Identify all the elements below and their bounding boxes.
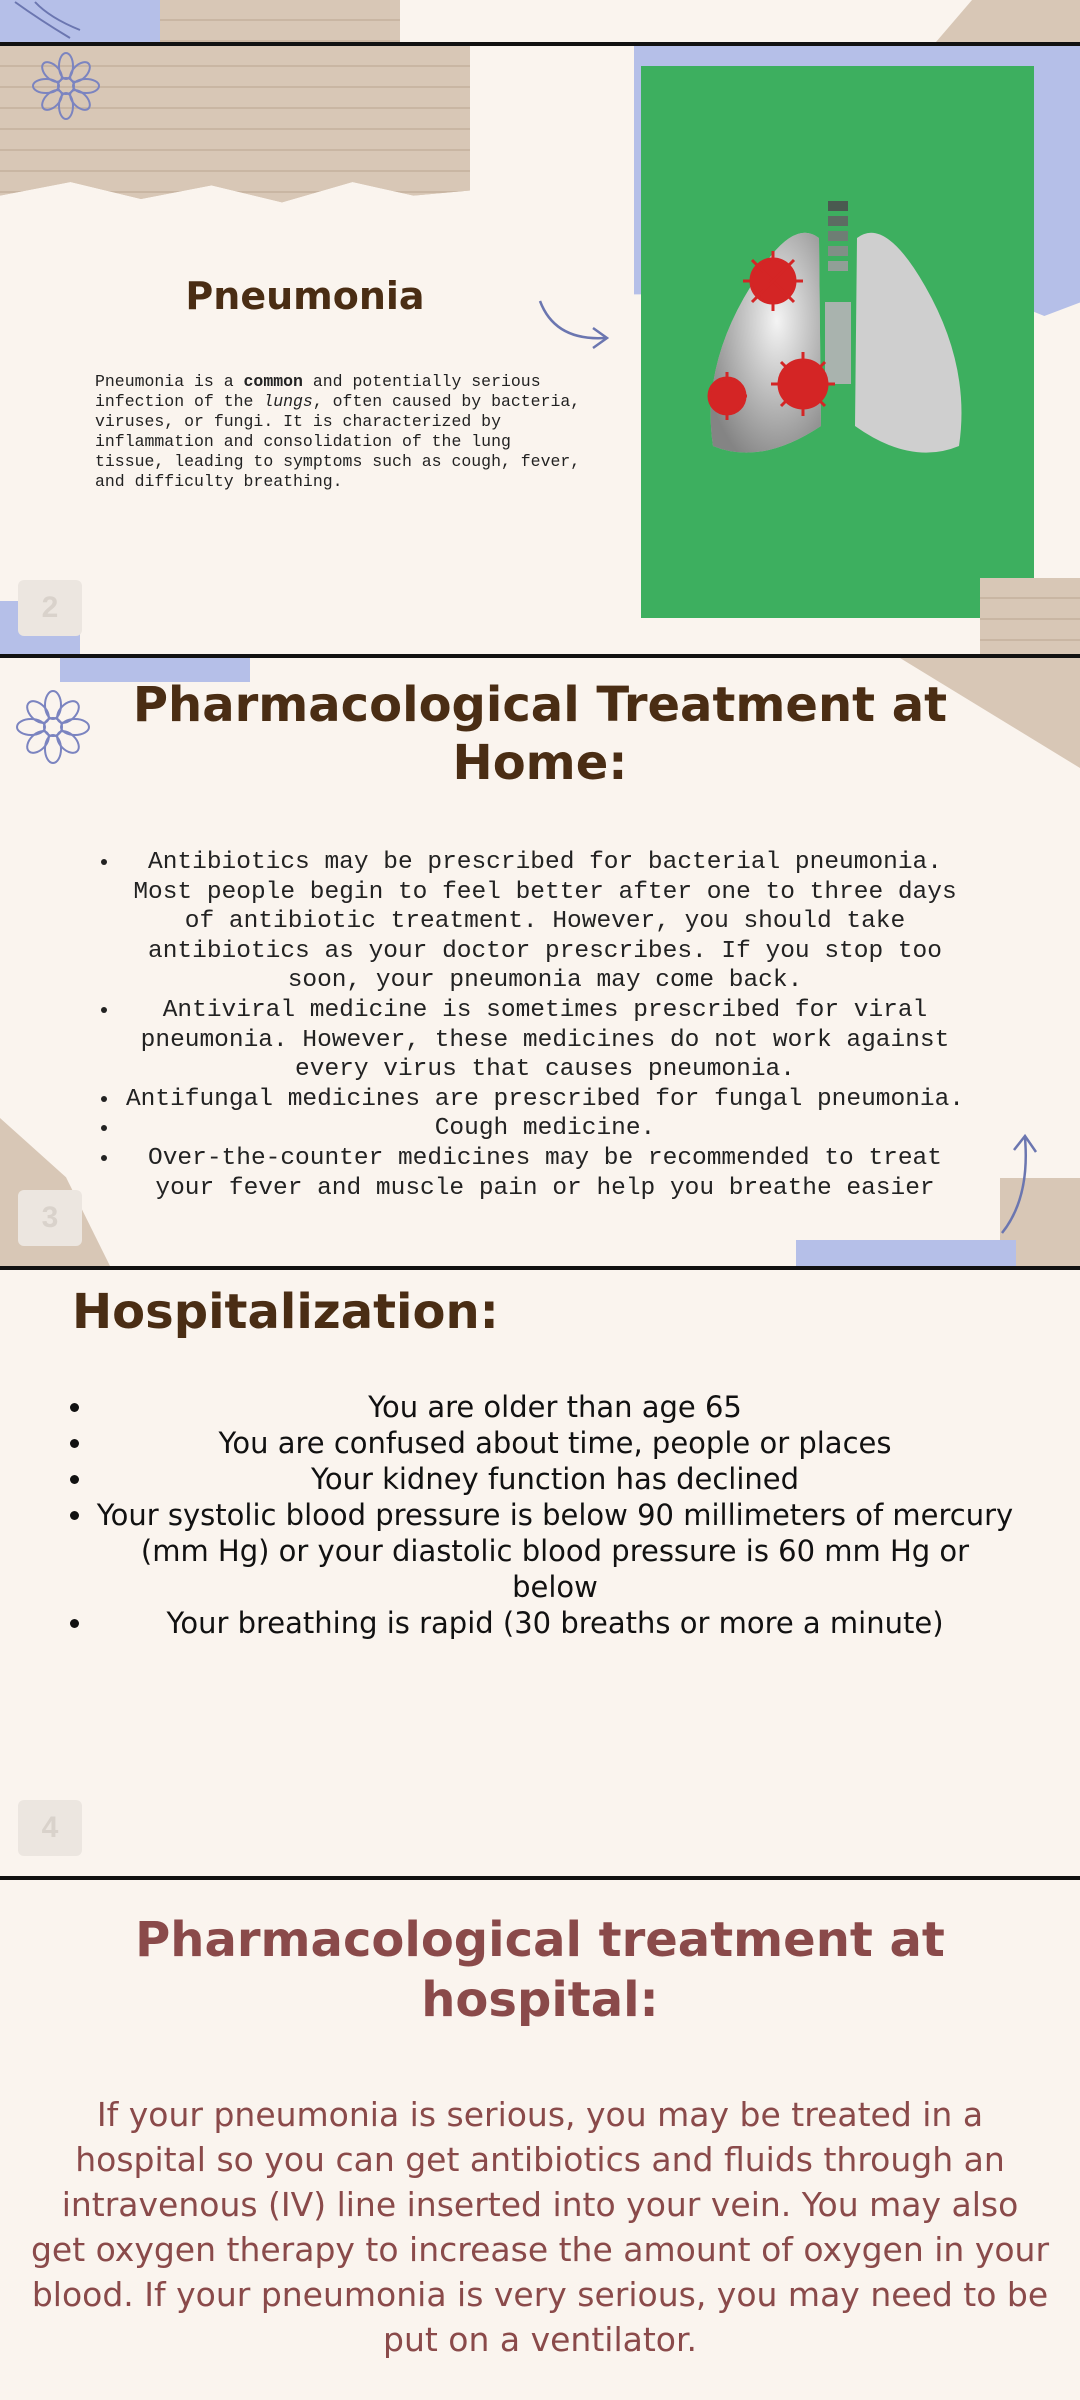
list-item: • Your kidney function has declined: [95, 1461, 1015, 1497]
flower-doodle-icon: [24, 46, 108, 126]
slide-pneumonia: [0, 46, 1080, 654]
leaf-doodle-icon: [10, 0, 100, 40]
torn-paper-decor: [980, 578, 1080, 654]
slide-hospitalization: [0, 1270, 1080, 1876]
hospital-treatment-text: If your pneumonia is serious, you may be treated in a hospital so you can get antibiotics and fluids through an intravenous (IV) line inserted into your vein. You may also get oxygen therapy to increase the amount of oxygen in your blood. If your pneumonia is very serious, you may need to be put on a ventilator.: [30, 2095, 1050, 2359]
slide-title: Hospitalization:: [72, 1284, 499, 1340]
slide-title: [60, 1910, 1020, 2030]
torn-paper-decor: [160, 0, 400, 42]
list-item: • You are confused about time, people or places: [95, 1425, 1015, 1461]
list-item: • Over-the-counter medicines may be recommended to treat your fever and muscle pain or help you breathe easier: [120, 1144, 970, 1203]
hospitalization-list: [95, 1389, 1015, 1641]
treatment-list: [120, 848, 970, 1203]
slide-title: [100, 676, 980, 792]
title-line: Pharmacological treatment at: [135, 1912, 945, 1968]
list-item: • Antibiotics may be prescribed for bacterial pneumonia. Most people begin to feel better after one to three days of antibiotic treatment. However, you should take antibiotics as your doctor prescribes. If you stop too soon, your pneumonia may come back.: [120, 848, 970, 996]
description-text: Pneumonia is a: [95, 372, 244, 391]
title-line: Pharmacological Treatment at: [132, 677, 948, 733]
lungs-illustration: [641, 66, 1034, 618]
list-item: • Your systolic blood pressure is below 90 millimeters of mercury (mm Hg) or your diastolic blood pressure is 60 mm Hg or below: [95, 1497, 1015, 1605]
slide-title: Pneumonia: [185, 274, 425, 318]
lungs-virus-icon: [641, 66, 1034, 618]
curved-arrow-icon: [535, 296, 615, 366]
list-item: • Your breathing is rapid (30 breaths or more a minute): [95, 1605, 1015, 1641]
slide-treatment-home: [0, 658, 1080, 1266]
description-text: , often caused by bacteria, viruses, or fungi. It is characterized by inflammation and consolidation of the lung tissue, leading to symptoms such as cough, fever, and difficulty breathing.: [95, 392, 581, 491]
list-item: • Antiviral medicine is sometimes prescribed for viral pneumonia. However, these medicines do not work against every virus that causes pneumonia.: [120, 996, 970, 1085]
curved-arrow-icon: [990, 1128, 1050, 1238]
title-line: hospital:: [421, 1972, 659, 2028]
list-item: • Cough medicine.: [120, 1114, 970, 1144]
list-item: • You are older than age 65: [95, 1389, 1015, 1425]
description-italic: lungs: [263, 392, 313, 411]
page-number: 4: [18, 1800, 82, 1856]
slide-treatment-hospital: [0, 1880, 1080, 2400]
flower-doodle-icon: [8, 682, 98, 772]
page-number: 2: [18, 580, 82, 636]
description-bold: common: [243, 372, 303, 391]
list-item: • Antifungal medicines are prescribed for fungal pneumonia.: [120, 1085, 970, 1115]
slide-1-tail: [0, 0, 1080, 42]
description-text: and potentially serious infection of the: [95, 372, 541, 411]
torn-paper-decor: [900, 0, 1080, 42]
page-number: 3: [18, 1190, 82, 1246]
title-line: Home:: [452, 735, 628, 791]
blue-paper-decor: [796, 1240, 1016, 1266]
pneumonia-description: [95, 372, 585, 492]
